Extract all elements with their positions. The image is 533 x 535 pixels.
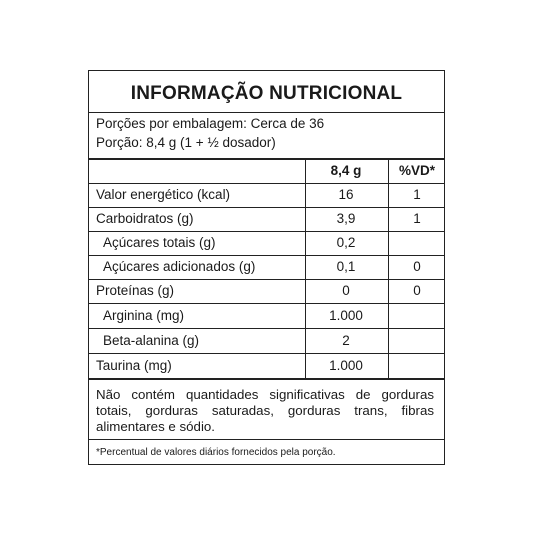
table-row — [89, 255, 444, 279]
not-significant-text: Não contém quantidades significativas de gorduras totais, gorduras saturadas, gorduras trans, fibras alimentares e sódio. — [96, 387, 434, 434]
nutrition-facts-label — [88, 70, 445, 465]
table-header-row — [89, 159, 444, 183]
nutrient-dv: 0 — [413, 259, 421, 274]
table-row — [89, 231, 444, 255]
label-title: INFORMAÇÃO NUTRICIONAL — [130, 83, 403, 104]
nutrient-dv: 1 — [413, 187, 421, 202]
serving-size: Porção: 8,4 g (1 + ½ dosador) — [96, 135, 276, 150]
nutrient-quantity: 1.000 — [329, 308, 363, 323]
not-significant-note — [96, 387, 434, 435]
nutrient-quantity: 2 — [342, 333, 350, 348]
nutrient-quantity: 0,1 — [336, 259, 356, 274]
nutrient-quantity: 0 — [342, 283, 350, 298]
nutrient-name: Carboidratos (g) — [96, 211, 194, 226]
nutrient-name: Açúcares adicionados (g) — [103, 259, 256, 274]
servings-per-package: Porções por embalagem: Cerca de 36 — [96, 116, 325, 131]
table-row — [89, 207, 444, 231]
nutrient-dv: 1 — [413, 211, 421, 226]
nutrient-dv: 0 — [413, 283, 421, 298]
table-row — [89, 183, 444, 207]
nutrient-quantity: 16 — [338, 187, 354, 202]
table-row — [89, 279, 444, 303]
table-row — [89, 354, 444, 378]
dv-column-header: %VD* — [398, 163, 435, 178]
nutrient-name: Beta-alanina (g) — [103, 333, 200, 348]
nutrient-quantity: 0,2 — [336, 235, 356, 250]
nutrient-quantity: 1.000 — [329, 358, 363, 373]
divider — [89, 439, 444, 440]
nutrient-name: Proteínas (g) — [96, 283, 175, 298]
divider — [89, 378, 444, 380]
nutrient-name: Taurina (mg) — [96, 358, 172, 373]
dv-footnote: *Percentual de valores diários fornecidos pela porção. — [96, 447, 336, 458]
table-row — [89, 304, 444, 328]
divider — [89, 112, 444, 113]
quantity-column-header: 8,4 g — [330, 163, 362, 178]
nutrient-name: Valor energético (kcal) — [96, 187, 231, 202]
nutrient-name: Arginina (mg) — [103, 308, 185, 323]
nutrient-name: Açúcares totais (g) — [103, 235, 216, 250]
nutrient-quantity: 3,9 — [336, 211, 356, 226]
table-row — [89, 329, 444, 353]
